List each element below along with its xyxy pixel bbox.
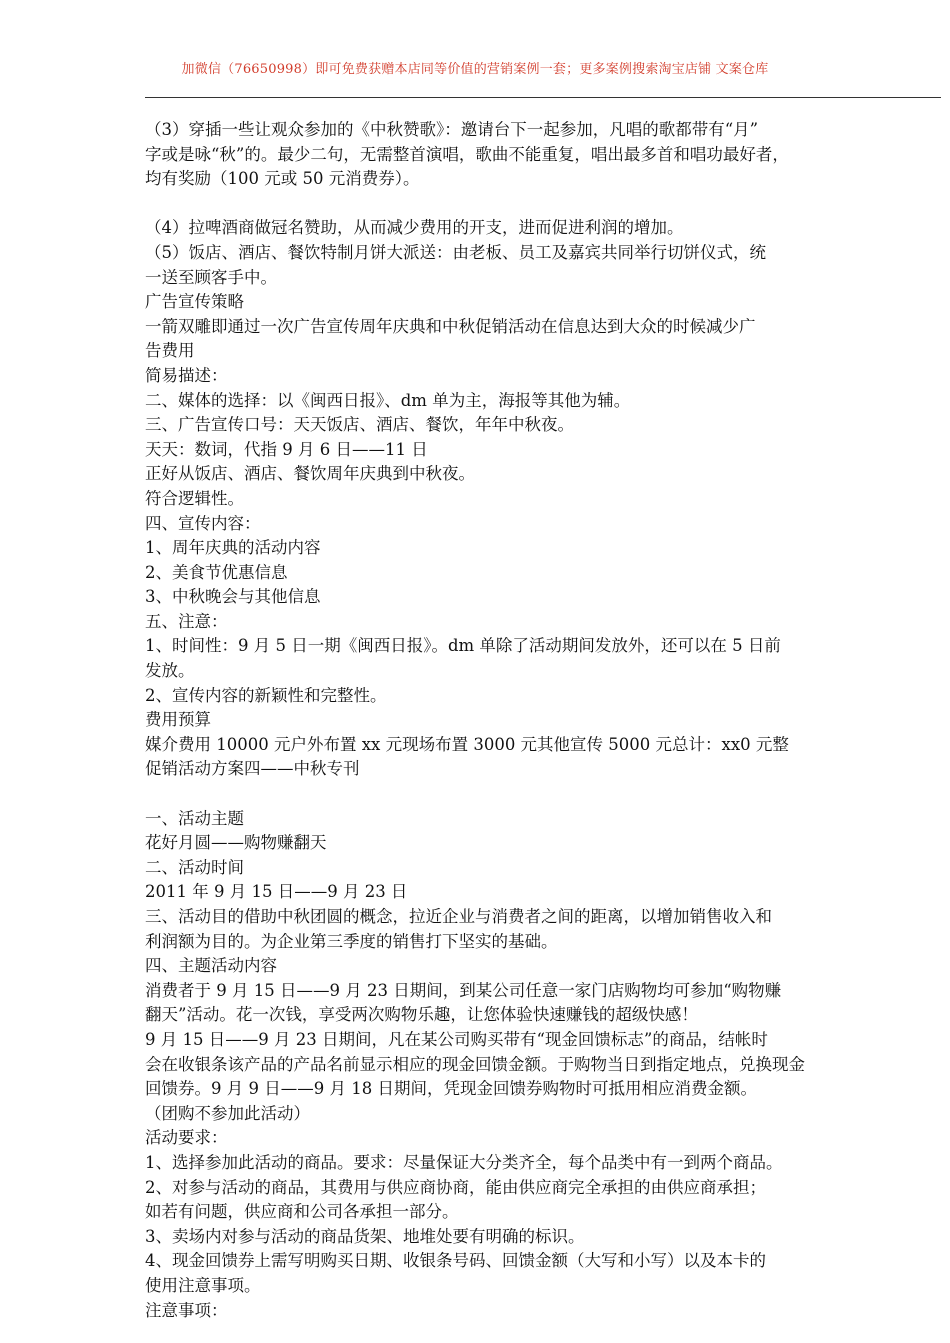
text-line: 四、主题活动内容	[145, 956, 277, 976]
text-line: 1、选择参加此活动的商品。要求：尽量保证大分类齐全，每个品类中有一到两个商品。	[145, 1152, 783, 1172]
text-line: 五、注意：	[145, 611, 228, 631]
text-line: 均有奖励（100 元或 50 元消费券）。	[145, 169, 420, 189]
text-line: 一、活动主题	[145, 808, 244, 828]
text-line: 3、中秋晚会与其他信息	[145, 587, 321, 607]
text-line: 一箭双雕即通过一次广告宣传周年庆典和中秋促销活动在信息达到大众的时候减少广	[145, 316, 756, 336]
text-line: 一送至顾客手中。	[145, 267, 277, 287]
text-line: 符合逻辑性。	[145, 488, 244, 508]
text-line: 9 月 15 日——9 月 23 日期间，凡在某公司购买带有“现金回馈标志”的商品，结帐时	[145, 1029, 768, 1049]
text-line: 如若有问题，供应商和公司各承担一部分。	[145, 1202, 459, 1222]
blank-line	[145, 782, 915, 807]
text-line: 正好从饭店、酒店、餐饮周年庆典到中秋夜。	[145, 464, 475, 484]
text-line: 2011 年 9 月 15 日——9 月 23 日	[145, 882, 408, 902]
header-divider	[145, 97, 941, 98]
text-line: 1、周年庆典的活动内容	[145, 538, 321, 558]
text-line: 2、对参与活动的商品，其费用与供应商协商，能由供应商完全承担的由供应商承担；	[145, 1177, 766, 1197]
text-line: 4、现金回馈券上需写明购买日期、收银条号码、回馈金额（大写和小写）以及本卡的	[145, 1251, 766, 1271]
text-line: （3）穿插一些让观众参加的《中秋赞歌》：邀请台下一起参加，凡唱的歌都带有“月”	[145, 120, 759, 139]
text-line: 注意事项：	[145, 1300, 228, 1320]
text-line: （团购不参加此活动）	[145, 1103, 310, 1123]
text-line: 发放。	[145, 661, 195, 681]
text-line: 2、宣传内容的新颖性和完整性。	[145, 685, 387, 705]
text-line: （5）饭店、酒店、餐饮特制月饼大派送：由老板、员工及嘉宾共同举行切饼仪式，统	[145, 242, 766, 262]
text-line: 简易描述：	[145, 365, 228, 385]
text-line: 二、活动时间	[145, 857, 244, 877]
text-line: 1、时间性：9 月 5 日一期《闽西日报》。dm 单除了活动期间发放外，还可以在 5 日前	[145, 636, 781, 656]
text-line: 会在收银条该产品的产品名前显示相应的现金回馈金额。于购物当日到指定地点，兑换现金	[145, 1054, 805, 1074]
text-line: 广告宣传策略	[145, 292, 244, 312]
text-line: 四、宣传内容：	[145, 513, 261, 533]
text-line: 促销活动方案四——中秋专刊	[145, 759, 360, 779]
promo-header: 加微信（76650998）即可免费获赠本店同等价值的营销案例一套；更多案例搜索淘宝店铺 文案仓库	[181, 62, 769, 77]
text-line: 花好月圆——购物赚翻天	[145, 833, 327, 853]
text-line: 媒介费用 10000 元户外布置 xx 元现场布置 3000 元其他宣传 5000 元总计：xx0 元整	[145, 734, 789, 754]
text-line: 回馈券。9 月 9 日——9 月 18 日期间，凭现金回馈券购物时可抵用相应消费金额。	[145, 1079, 757, 1099]
text-line: 三、广告宣传口号：天天饭店、酒店、餐饮，年年中秋夜。	[145, 415, 574, 435]
text-line: 使用注意事项。	[145, 1275, 261, 1295]
text-line: 三、活动目的借助中秋团圆的概念，拉近企业与消费者之间的距离，以增加销售收入和	[145, 907, 772, 926]
text-line: 翻天”活动。花一次钱，享受两次购物乐趣，让您体验快速赚钱的超级快感！	[145, 1005, 698, 1025]
text-line: 字或是咏“秋”的。最少二句，无需整首演唱，歌曲不能重复，唱出最多首和唱功最好者，	[145, 144, 789, 164]
text-line: 3、卖场内对参与活动的商品货架、地堆处要有明确的标识。	[145, 1226, 585, 1246]
text-line: 消费者于 9 月 15 日——9 月 23 日期间，到某公司任意一家门店购物均可参加“购物赚	[145, 980, 782, 1000]
text-line: 二、媒体的选择：以《闽西日报》、dm 单为主，海报等其他为辅。	[145, 390, 631, 410]
document-body	[145, 118, 915, 1323]
text-line: 告费用	[145, 341, 195, 361]
text-line: 2、美食节优惠信息	[145, 562, 288, 582]
text-line: 天天：数词，代指 9 月 6 日——11 日	[145, 439, 428, 459]
text-line: （4）拉啤酒商做冠名赞助，从而减少费用的开支，进而促进利润的增加。	[145, 218, 684, 238]
blank-line	[145, 192, 915, 217]
text-line: 费用预算	[145, 710, 211, 730]
text-line: 活动要求：	[145, 1128, 228, 1148]
text-line: 利润额为目的。为企业第三季度的销售打下坚实的基础。	[145, 931, 558, 951]
